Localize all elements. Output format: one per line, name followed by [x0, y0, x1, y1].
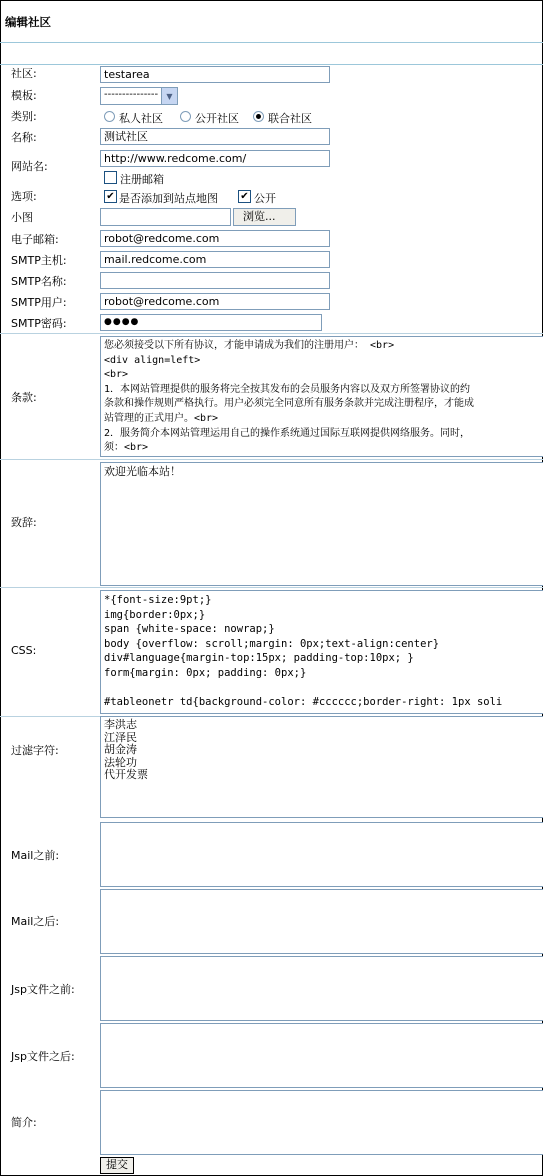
row-divider [0, 333, 543, 334]
smtp-host-label: SMTP主机: [11, 254, 67, 267]
thumbnail-file-input[interactable] [100, 208, 231, 226]
filter-label: 过滤字符: [11, 744, 59, 757]
email-input[interactable]: robot@redcome.com [100, 230, 330, 247]
terms-label: 条款: [11, 391, 37, 404]
options-label: 选项: [11, 190, 37, 203]
jsp-after-label: Jsp文件之后: [11, 1050, 75, 1063]
page-title: 编辑社区 [5, 15, 51, 29]
smtp-password-label: SMTP密码: [11, 317, 67, 330]
email-label: 电子邮箱: [11, 233, 59, 246]
title-divider [0, 42, 543, 43]
submit-button[interactable]: 提交 [100, 1157, 134, 1174]
thumbnail-label: 小图 [11, 211, 33, 224]
smtp-user-label: SMTP用户: [11, 296, 67, 309]
template-selected-value: --------------- [104, 89, 159, 100]
register-email-checkbox[interactable] [104, 171, 117, 184]
public-checkbox[interactable]: ✔ [238, 190, 251, 203]
filter-textarea[interactable]: 李洪志 江泽民 胡金涛 法轮功 代开发票 [100, 716, 543, 818]
welcome-label: 致辞: [11, 516, 37, 529]
css-label: CSS: [11, 644, 37, 657]
name-input[interactable]: 测试社区 [100, 128, 330, 145]
category-union-label: 联合社区 [268, 112, 312, 125]
website-input[interactable]: http://www.redcome.com/ [100, 150, 330, 167]
mail-before-textarea[interactable] [100, 822, 543, 887]
category-radio-union[interactable] [253, 111, 264, 122]
category-radio-private[interactable] [104, 111, 115, 122]
category-private-label: 私人社区 [119, 112, 163, 125]
browse-button[interactable]: 浏览... [233, 208, 296, 226]
mail-before-label: Mail之前: [11, 849, 60, 862]
website-label: 网站名: [11, 160, 48, 173]
add-to-sitemap-label: 是否添加到站点地图 [119, 192, 218, 205]
community-label: 社区: [11, 67, 37, 80]
name-label: 名称: [11, 131, 37, 144]
intro-textarea[interactable] [100, 1090, 543, 1155]
jsp-after-textarea[interactable] [100, 1023, 543, 1088]
mail-after-textarea[interactable] [100, 889, 543, 954]
category-public-label: 公开社区 [195, 112, 239, 125]
category-label: 类别: [11, 110, 37, 123]
smtp-password-input[interactable]: ●●●● [100, 314, 322, 331]
community-input[interactable]: testarea [100, 66, 330, 83]
row-divider [0, 587, 543, 588]
smtp-name-label: SMTP名称: [11, 275, 67, 288]
chevron-down-icon[interactable]: ▼ [161, 88, 177, 104]
row-divider [0, 459, 543, 460]
category-radio-public[interactable] [180, 111, 191, 122]
jsp-before-label: Jsp文件之前: [11, 983, 75, 996]
template-select[interactable] [100, 87, 178, 105]
smtp-name-input[interactable] [100, 272, 330, 289]
css-textarea[interactable]: *{font-size:9pt;} img{border:0px;} span {white-space: nowrap;} body {overflow: scroll;margin: 0px;text-align:center} div#language{margin-top:15px; padding-top:10px; } form{margin: 0px; padding: 0px;} #tableonetr td{background-color: #cccccc;border-right: 1px soli [100, 590, 543, 714]
form-top-divider [0, 64, 543, 65]
smtp-host-input[interactable]: mail.redcome.com [100, 251, 330, 268]
mail-after-label: Mail之后: [11, 915, 60, 928]
register-email-label: 注册邮箱 [120, 173, 164, 186]
smtp-user-input[interactable]: robot@redcome.com [100, 293, 330, 310]
terms-textarea[interactable]: 您必须接受以下所有协议，才能申请成为我们的注册用户： <br> <div align=left> <br> 1．本网站管理提供的服务将完全按其发布的会员服务内容以及双方所签署协议的约 条款和操作规则严格执行。用户必须完全同意所有服务条款并完成注册程序，才能成 站管理的正式用户。<br> 2．服务简介本网站管理运用自己的操作系统通过国际互联网提供网络服务。同时， 须：<br> [100, 336, 543, 457]
template-label: 模板: [11, 89, 37, 102]
intro-label: 简介: [11, 1116, 37, 1129]
public-label: 公开 [254, 192, 276, 205]
add-to-sitemap-checkbox[interactable]: ✔ [104, 190, 117, 203]
jsp-before-textarea[interactable] [100, 956, 543, 1021]
welcome-textarea[interactable]: 欢迎光临本站！ [100, 462, 543, 586]
